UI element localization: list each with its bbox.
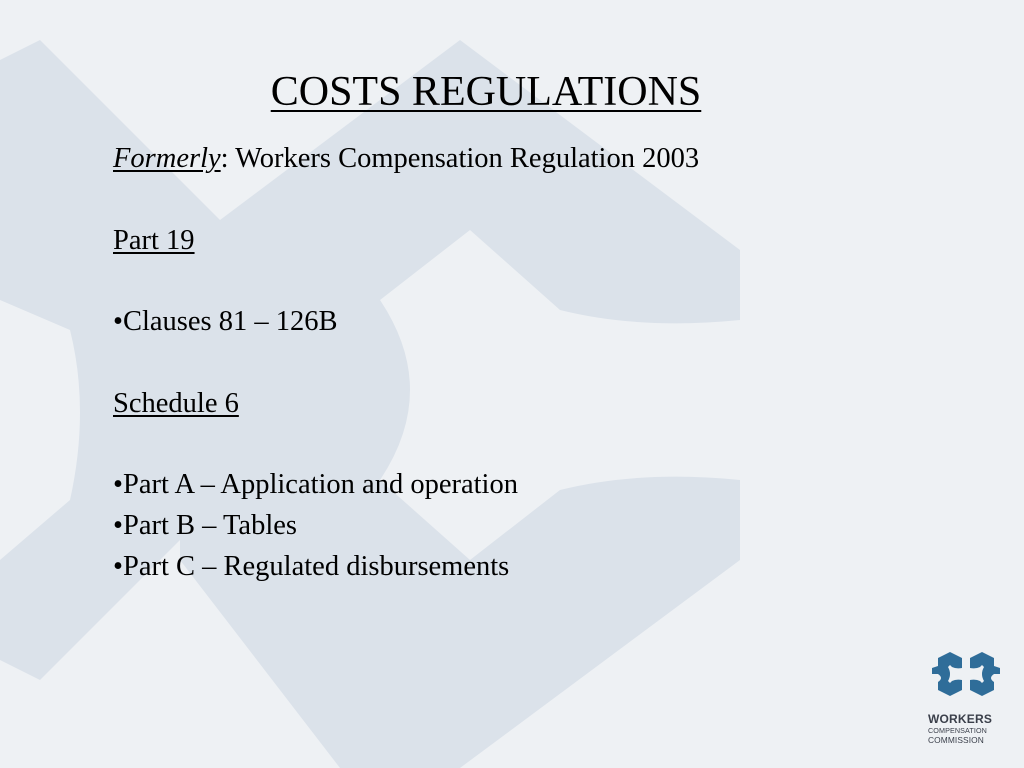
clauses-item: •Clauses 81 – 126B bbox=[113, 306, 338, 338]
blank-line bbox=[113, 343, 933, 384]
logo-line-compensation: COMPENSATION bbox=[928, 726, 987, 735]
slide-title: COSTS REGULATIONS bbox=[270, 69, 702, 115]
schedule-heading: Schedule 6 bbox=[113, 387, 239, 419]
formerly-line bbox=[113, 139, 933, 180]
logo-line-workers: WORKERS bbox=[928, 712, 993, 726]
blank-line bbox=[113, 261, 933, 302]
part-heading-line bbox=[113, 221, 933, 262]
schedule-item-part-b: •Part B – Tables bbox=[113, 510, 297, 542]
formerly-label: Formerly bbox=[113, 143, 221, 174]
formerly-text: : Workers Compensation Regulation 2003 bbox=[220, 143, 700, 174]
commission-logo bbox=[928, 652, 1004, 756]
logo-text bbox=[928, 712, 1004, 745]
schedule-item-part-a: •Part A – Application and operation bbox=[113, 469, 518, 501]
blank-line bbox=[113, 180, 933, 221]
schedule-heading-line bbox=[113, 384, 933, 425]
schedule-item-part-c: •Part C – Regulated disbursements bbox=[113, 550, 510, 582]
logo-line-commission: COMMISSION bbox=[928, 735, 984, 745]
slide-body bbox=[113, 139, 933, 588]
commission-logo-icon bbox=[928, 652, 1004, 708]
part-heading: Part 19 bbox=[113, 224, 195, 256]
blank-line bbox=[113, 425, 933, 466]
